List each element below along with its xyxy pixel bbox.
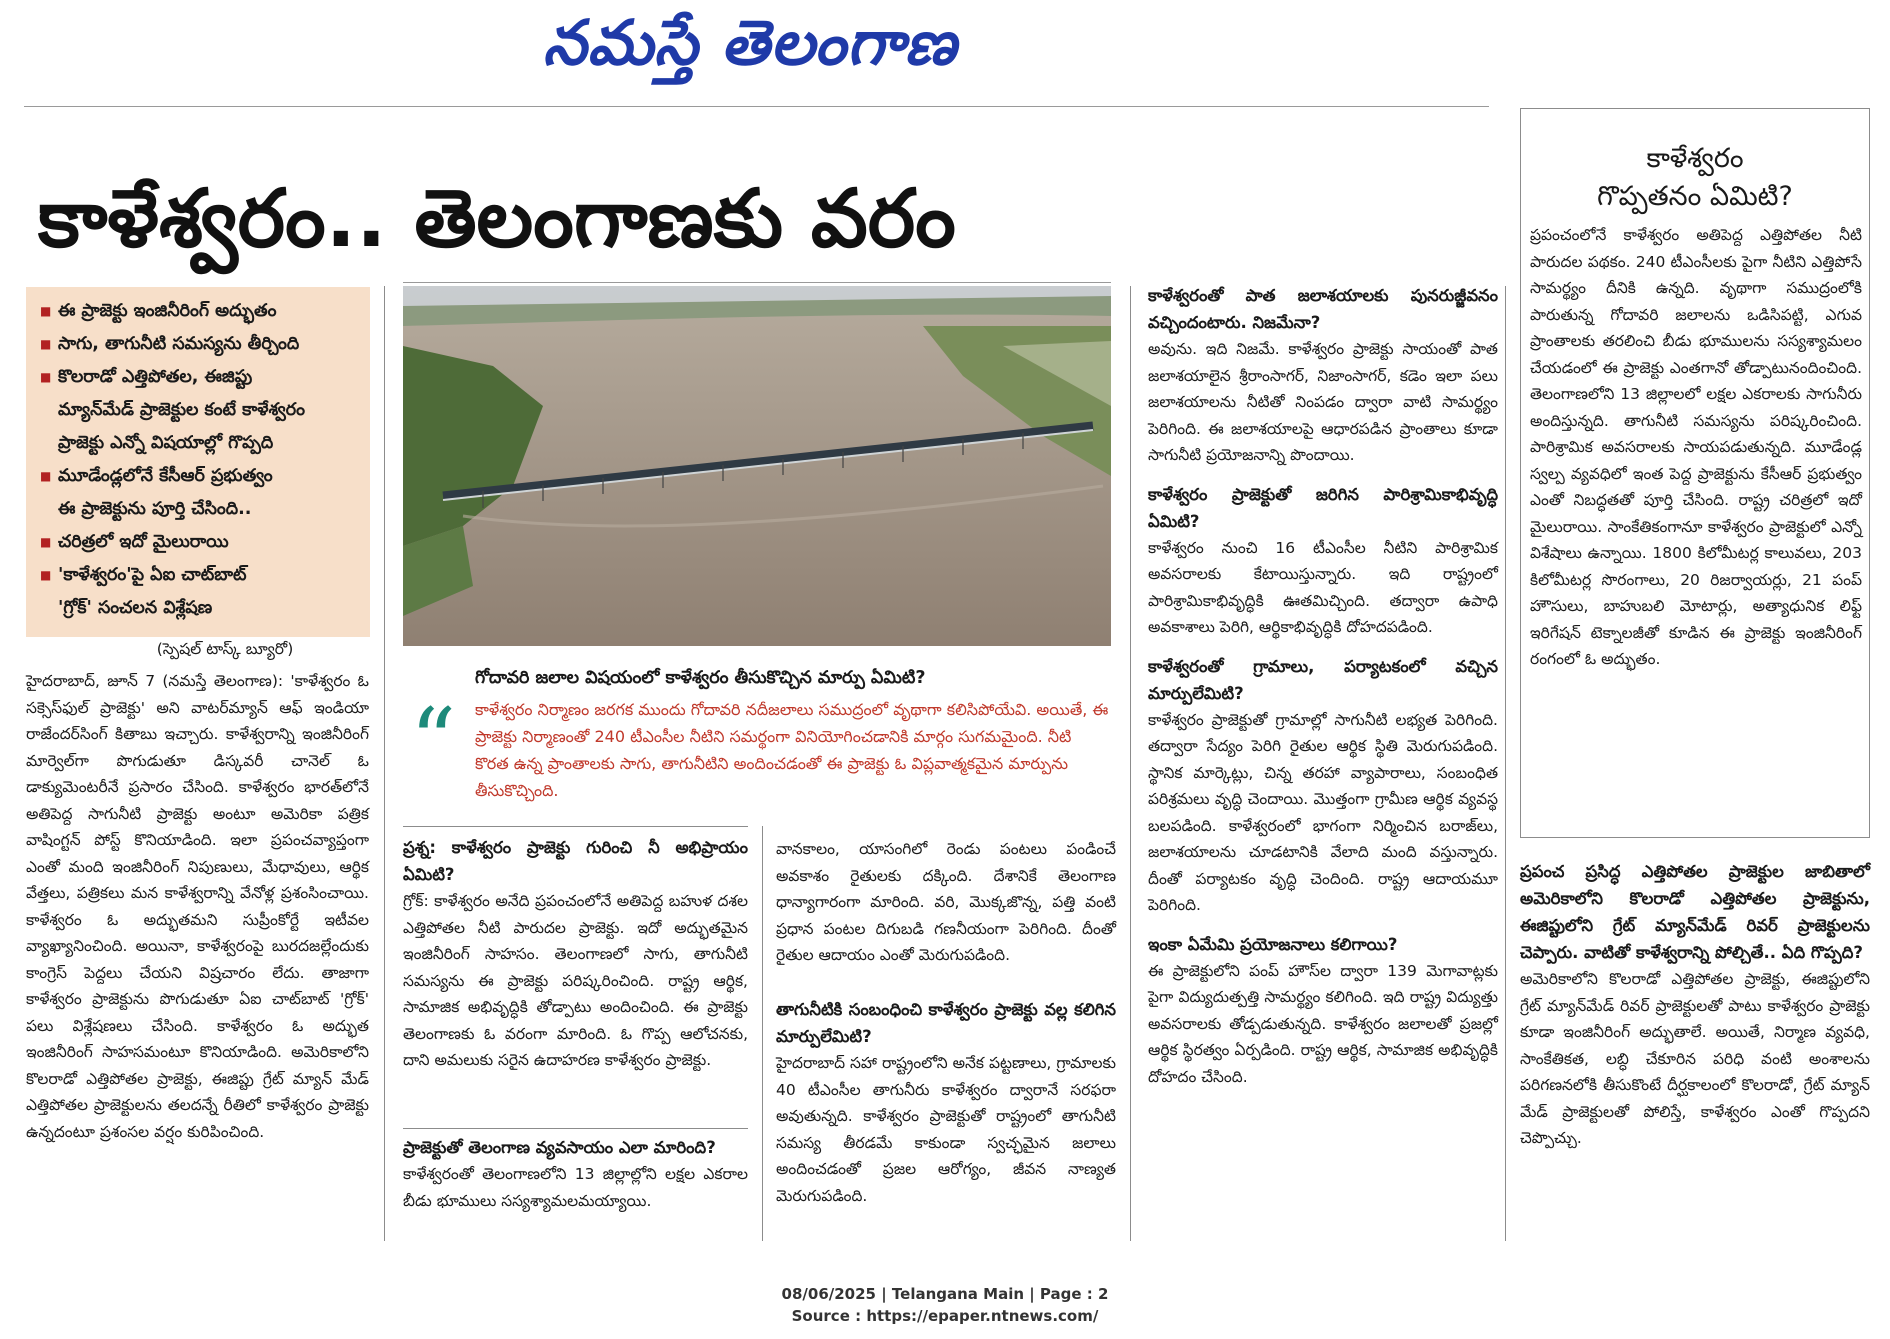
sidebar-title-line2: గొప్పతనం ఏమిటి? — [1597, 181, 1793, 212]
qa-question: కాళేశ్వరంతో పాత జలాశయాలకు పునరుజ్జీవనం వచ్చిందంటారు. నిజమేనా? — [1148, 286, 1498, 332]
highlight-item — [40, 460, 360, 526]
qa-question: ప్రాజెక్టుతో తెలంగాణ వ్యవసాయం ఎలా మారింది? — [403, 1138, 716, 1157]
column-divider — [1130, 286, 1131, 1241]
sidebar-title — [1525, 140, 1865, 216]
page-footer — [0, 1283, 1890, 1327]
qa-column-3b — [776, 996, 1116, 1209]
footer-source: Source : https://epaper.ntnews.com/ — [791, 1307, 1099, 1325]
qa-answer: అమెరికాలోని కొలరాడో ఎత్తిపోతల ప్రాజెక్టు, ఈజిప్టులోని గ్రేట్ మ్యాన్‌మేడ్ రివర్ ప్రాజెక్టులతో పాటు కాళేశ్వరం ప్రాజెక్టు కూడా ఇంజినీరింగ్ అద్భుతాలే. అయితే, నిర్మాణ వ్యవధి, సాంకేతికత, లబ్ధి చేకూరిన పరిధి వంటి అంశాలను పరిగణనలోకి తీసుకొంటే దీర్ఘకాలంలో కొలరాడో, గ్రేట్ మ్యాన్ మేడ్ ప్రాజెక్టులతో పోలిస్తే, కాళేశ్వరం ఎంతో గొప్పదని చెప్పొచ్చు. — [1520, 970, 1870, 1147]
main-headline: కాళేశ్వరం.. తెలంగాణకు వరం — [38, 172, 956, 265]
qa-question: ప్రపంచ ప్రసిద్ధ ఎత్తిపోతల ప్రాజెక్టుల జాబితాలో అమెరికాలోని కొలరాడో ఎత్తిపోతల ప్రాజెక్టును, ఈజిప్టులోని గ్రేట్ మ్యాన్‌మేడ్ రివర్ ప్రాజెక్టులను చెప్పారు. వాటితో కాళేశ్వరాన్ని పోల్చితే.. ఏది గొప్పది? — [1520, 862, 1870, 962]
highlight-line: ఈ ప్రాజెక్టును పూర్తి చేసింది.. — [58, 499, 252, 519]
photo-caption-question: గోదావరి జలాల విషయంలో కాళేశ్వరం తీసుకొచ్చిన మార్పు ఏమిటి? — [475, 668, 926, 688]
highlights-list — [26, 287, 370, 625]
masthead-rule — [24, 106, 1489, 107]
qa-answer: ఈ ప్రాజెక్టులోని పంప్ హౌస్‌ల ద్వారా 139 మెగావాట్లకు పైగా విద్యుదుత్పత్తి సామర్థ్యం కలిగింది. ఇది రాష్ట్ర విద్యుత్తు అవసరాలకు తోడ్పడుతున్నది. కాళేశ్వరం జలాలతో ప్రజల్లో ఆర్థిక స్థిరత్వం ఏర్పడింది. రాష్ట్ర ఆర్థిక, సామాజిక అభివృద్ధికి దోహదం చేసింది. — [1148, 961, 1498, 1086]
qa-answer: గ్రోక్: కాళేశ్వరం అనేది ప్రపంచంలోనే అతిపెద్ద బహుళ దశల ఎత్తిపోతల నీటి పారుదల ప్రాజెక్టు. ఇదో అద్భుతమైన ఇంజినీరింగ్ సాహసం. తెలంగాణలో సాగు, తాగునీటి సమస్యను ఈ ప్రాజెక్టు పరిష్కరించింది. రాష్ట్ర ఆర్థిక, సామాజిక అభివృద్ధికి తోడ్పాటు అందించింది. ఈ ప్రాజెక్టు తెలంగాణకు ఓ వరంగా మారింది. ఓ గొప్ప ఆలోచనకు, దాని అమలుకు సరైన ఉదాహరణ కాళేశ్వరం ప్రాజెక్టు. — [403, 892, 748, 1069]
qa-question: కాళేశ్వరంతో గ్రామాలు, పర్యాటకంలో వచ్చిన మార్పులేమిటి? — [1148, 656, 1498, 703]
highlight-item — [40, 328, 360, 361]
footer-date-edition: 08/06/2025 | Telangana Main | Page : 2 — [781, 1285, 1109, 1303]
qa-answer: కాళేశ్వరంతో తెలంగాణలోని 13 జిల్లాల్లోని లక్షల ఎకరాల బీడు భూములు సస్యశ్యామలమయ్యాయి. — [403, 1165, 748, 1210]
sidebar-title-line1: కాళేశ్వరం — [1646, 143, 1744, 174]
highlight-item — [40, 526, 360, 559]
highlight-item — [40, 361, 360, 460]
qa-question: ప్రశ్న: కాళేశ్వరం ప్రాజెక్టు గురించి నీ అభిప్రాయం ఏమిటి? — [403, 838, 748, 884]
sidebar-text: ప్రపంచంలోనే కాళేశ్వరం అతిపెద్ద ఎత్తిపోతల నీటి పారుదల పథకం. 240 టీఎంసీలకు పైగా నీటిని ఎత్తిపోసే సామర్థ్యం దీనికి ఉన్నది. వృథాగా సముద్రంలోకి పారుతున్న గోదావరి జలాలను ఒడిసిపట్టి, ఎగువ ప్రాంతాలకు తరలించి బీడు భూములను సస్యశ్యామలం చేయడంలో ఈ ప్రాజెక్టు ఎంతగానో తోడ్పాటునందించింది. తెలంగాణలోని 13 జిల్లాలలో లక్షల ఎకరాలకు సాగునీరు అందిస్తున్నది. తాగునీటి సమస్యను పరిష్కరించింది. పారిశ్రామిక అవసరాలకు సాయపడుతున్నది. మూడేండ్ల స్వల్ప వ్యవధిలో ఇంత పెద్ద ప్రాజెక్టును కేసీఆర్ ప్రభుత్వం ఎంతో నిబద్ధతతో పూర్తి చేసింది. రాష్ట్ర చరిత్రలో ఇదో మైలురాయి. సాంకేతికంగానూ కాళేశ్వరం ప్రాజెక్టులో ఎన్నో విశేషాలు ఉన్నాయి. 1800 కిలోమీటర్ల కాలువలు, 203 కిలోమీటర్ల సొరంగాలు, 20 రిజర్వాయర్లు, 21 పంప్ హౌసులు, బాహుబలి మోటార్లు, అత్యాధునిక లిఫ్ట్ ఇరిగేషన్ టెక్నాలజీతో కూడిన ఈ ప్రాజెక్టు ఇంజినీరింగ్ రంగంలో ఓ అద్భుతం. — [1530, 226, 1862, 668]
highlight-line: ■ సాగు, తాగునీటి సమస్యను తీర్చింది — [58, 334, 300, 354]
qa-question: ఇంకా ఏమేమి ప్రయోజనాలు కలిగాయి? — [1148, 934, 1398, 954]
highlight-line: ■ మూడేండ్లలోనే కేసీఆర్ ప్రభుత్వం — [58, 466, 273, 486]
lead-article-text: హైదరాబాద్, జూన్ 7 (నమస్తే తెలంగాణ): 'కాళేశ్వరం ఓ సక్సెస్‌ఫుల్ ప్రాజెక్టు' అని వాటర్‌మ్యాన్ ఆఫ్ ఇండియా రాజేందర్‌సింగ్ కితాబు ఇచ్చారు. కాళేశ్వరాన్ని ఇంజినీరింగ్ మార్వెల్‌గా పొగుడుతూ డిస్కవరీ చానెల్ ఓ డాక్యుమెంటరీనే ప్రసారం చేసింది. కాళేశ్వరం భారత్‌లోనే అతిపెద్ద సాగునీటి ప్రాజెక్టు అంటూ అమెరికా పత్రిక వాషింగ్టన్ పోస్ట్ కొనియాడింది. ఇలా ప్రపంచవ్యాప్తంగా ఎంతో మంది ఇంజినీరింగ్ నిపుణులు, మేధావులు, ఆర్థిక వేత్తలు, పత్రికలు మన కాళేశ్వరాన్ని వేనోళ్ల ప్రశంసించాయి. కాళేశ్వరం ఓ అద్భుతమని సుప్రీంకోర్టే ఇటీవల వ్యాఖ్యానించింది. అయినా, కాళేశ్వరంపై బురదజల్లేందుకు కాంగ్రెస్ పెద్దలు చేయని విష్రచారం లేదు. తాజాగా కాళేశ్వరం ప్రాజెక్టును పొగుడుతూ ఏఐ చాట్‌బాట్ 'గ్రోక్' పలు విశ్లేషణలు చేసింది. కాళేశ్వరం ఓ అద్భుత ఇంజినీరింగ్ సాహసమంటూ కొనియాడింది. అమెరికాలోని కొలరాడో ఎత్తిపోతల ప్రాజెక్టు, ఈజిప్టు గ్రేట్ మ్యాన్ మేడ్ ఎత్తిపోతల ప్రాజెక్టులను తలదన్నే రీతిలో కాళేశ్వరం ప్రాజెక్టు ఉన్నదంటూ ప్రశంసల వర్షం కురిపించింది. — [26, 672, 369, 1141]
sidebar-body — [1530, 222, 1862, 673]
column-divider — [762, 826, 763, 1241]
highlight-item — [40, 559, 360, 625]
qa-answer: అవును. ఇది నిజమే. కాళేశ్వరం ప్రాజెక్టు సాయంతో పాత జలాశయాలైన శ్రీరాంసాగర్, నిజాంసాగర్, కడెం ఇలా పలు జలాశయాలను నీటితో నింపడం ద్వారా వాటి సామర్థ్యం పెరిగింది. ఈ జలాశయాలపై ఆధారపడిన ప్రాంతాలు కూడా సాగునీటి ప్రయోజనాన్ని పొందాయి. — [1148, 340, 1498, 464]
highlight-line: మ్యాన్‌మేడ్ ప్రాజెక్టుల కంటే కాళేశ్వరం — [58, 400, 306, 420]
qa-question: కాళేశ్వరం ప్రాజెక్టుతో జరిగిన పారిశ్రామికాభివృద్ధి ఏమిటి? — [1148, 484, 1498, 531]
highlights-box — [26, 287, 370, 637]
highlight-item — [40, 295, 360, 328]
section-rule — [403, 826, 748, 827]
sidebar-qa — [1520, 858, 1870, 1152]
qa-answer: వానకాలం, యాసంగిలో రెండు పంటలు పండించే అవకాశం రైతులకు దక్కింది. దేశానికే తెలంగాణ ధాన్యాగారంగా మారింది. వరి, మొక్కజొన్న, పత్తి వంటి ప్రధాన పంటల దిగుబడి గణనీయంగా పెరిగింది. దీంతో రైతుల ఆదాయం ఎంతో మెరుగుపడింది. — [776, 840, 1116, 964]
highlight-line: ■ చరిత్రలో ఇదో మైలురాయి — [58, 532, 229, 552]
quote-mark-icon: “ — [410, 689, 457, 794]
highlight-line: 'గ్రోక్' సంచలన విశ్లేషణ — [58, 598, 213, 618]
qa-column-2b — [403, 1134, 748, 1214]
qa-column-3 — [776, 836, 1116, 969]
newspaper-masthead: నమస్తే తెలంగాణ — [542, 6, 958, 79]
column-divider — [1505, 286, 1506, 1241]
qa-answer: కాళేశ్వరం ప్రాజెక్టుతో గ్రామాల్లో సాగునీటి లభ్యత పెరిగింది. తద్వారా సేద్యం పెరిగి రైతుల ఆర్థిక స్థితి మెరుగుపడింది. స్థానిక మార్కెట్లు, చిన్న తరహా వ్యాపారాలు, సంబంధిత పరిశ్రమలు వృద్ధి చెందాయి. మొత్తంగా గ్రామీణ ఆర్థిక వ్యవస్థ బలపడింది. కాళేశ్వరంలో భాగంగా నిర్మించిన బరాజ్‌లు, జలాశయాలను చూడటానికి వేలాది మంది వస్తున్నారు. దీంతో పర్యాటకం వృద్ధి చెందింది. రాష్ట్ర ఆదాయమూ పెరిగింది. — [1148, 710, 1498, 914]
byline: (స్పెషల్ టాస్క్ బ్యూరో) — [156, 640, 294, 658]
highlight-line: ప్రాజెక్టు ఎన్నో విషయాల్లో గొప్పది — [58, 433, 274, 453]
barrage-aerial-photo — [403, 286, 1111, 646]
qa-question: తాగునీటికి సంబంధించి కాళేశ్వరం ప్రాజెక్టు వల్ల కలిగిన మార్పులేమిటి? — [776, 1000, 1116, 1046]
photo-pull-quote: కాళేశ్వరం నిర్మాణం జరగక ముందు గోదావరి నదీజలాలు సముద్రంలో వృథాగా కలిసిపోయేవి. అయితే, ఈ ప్రాజెక్టు నిర్మాణంతో 240 టీఎంసీల నీటిని సమర్థంగా వినియోగించడానికి మార్గం సుగమమైంది. నీటి కొరత ఉన్న ప్రాంతాలకు సాగు, తాగునీటిని అందించడంతో ఈ ప్రాజెక్టు ఓ విప్లవాత్మకమైన మార్పును తీసుకొచ్చింది. — [475, 700, 1109, 800]
qa-column-4 — [1148, 282, 1498, 1090]
qa-answer: హైదరాబాద్ సహా రాష్ట్రంలోని అనేక పట్టణాలు, గ్రామాలకు 40 టీఎంసీల తాగునీరు కాళేశ్వరం ద్వారానే సరఫరా అవుతున్నది. కాళేశ్వరం ప్రాజెక్టుతో రాష్ట్రంలో తాగునీటి సమస్య తీరడమే కాకుండా స్వచ్ఛమైన జలాలు అందించడంతో ప్రజల ఆరోగ్యం, జీవన నాణ్యత మెరుగుపడింది. — [776, 1054, 1116, 1205]
qa-answer: కాళేశ్వరం నుంచి 16 టీఎంసీల నీటిని పారిశ్రామిక అవసరాలకు కేటాయిస్తున్నారు. ఇది రాష్ట్రంలో పారిశ్రామికాభివృద్ధికి ఊతమిచ్చింది. తద్వారా ఉపాధి అవకాశాలు పెరిగి, ఆర్థికాభివృద్ధికి దోహదపడింది. — [1148, 538, 1498, 636]
qa-column-2 — [403, 834, 748, 1074]
section-rule — [403, 1128, 748, 1129]
highlight-line: ■ 'కాళేశ్వరం'పై ఏఐ చాట్‌బాట్ — [58, 565, 247, 585]
highlight-line: ■ ఈ ప్రాజెక్టు ఇంజినీరింగ్ అద్భుతం — [58, 301, 277, 321]
photo-top-rule — [403, 282, 1111, 283]
lead-article-body — [26, 668, 369, 1228]
highlight-line: ■ కొలరాడో ఎత్తిపోతల, ఈజిప్టు — [58, 367, 253, 387]
column-divider — [384, 286, 385, 1241]
